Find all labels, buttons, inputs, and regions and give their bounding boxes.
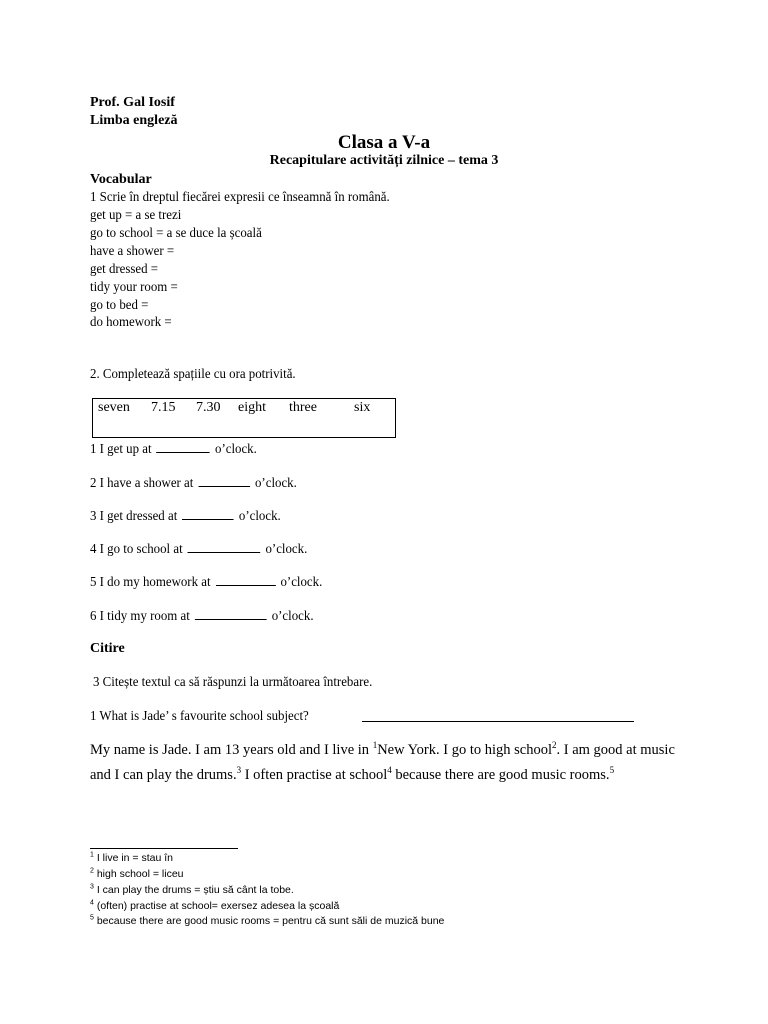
hour-option: 7.30: [196, 400, 221, 415]
sentence-text: 6 I tidy my room at: [90, 609, 190, 624]
sentence-text: 3 I get dressed at: [90, 509, 178, 524]
vocab-item: go to school = a se duce la școală: [90, 226, 262, 241]
reading-text: [90, 738, 690, 788]
footnote-text: (often) practise at school= exersez adesea la școală: [93, 900, 340, 912]
footnote-ref[interactable]: 5: [609, 765, 615, 776]
reading-heading: Citire: [90, 641, 125, 656]
hour-option: seven: [98, 400, 130, 415]
author-name: Prof. Gal Iosif: [90, 95, 175, 110]
sentence-text: 2 I have a shower at: [90, 476, 194, 491]
footnote: [90, 900, 339, 913]
footnote-mark: 4: [90, 899, 94, 907]
footnote: [90, 852, 173, 865]
reading-text-part: . I am good at music and I can play the drums.: [90, 742, 675, 783]
sentence-text: o’clock.: [254, 476, 297, 491]
sentence-6: [90, 607, 314, 625]
sentence-2: [90, 474, 297, 492]
footnote: [90, 868, 184, 881]
sentence-1: [90, 440, 257, 458]
footnote: [90, 915, 444, 928]
footnote-mark: 3: [90, 883, 94, 891]
sentence-4: [90, 540, 307, 558]
answer-blank[interactable]: [198, 474, 250, 487]
hour-option: six: [354, 400, 371, 415]
footnote-ref[interactable]: 4: [387, 765, 392, 776]
footnote-separator: [90, 848, 238, 849]
footnote-text: I can play the drums = știu să cânt la tobe.: [93, 884, 294, 896]
reading-question: 1 What is Jade’ s favourite school subject?: [90, 709, 309, 724]
reading-instruction: 3 Citește textul ca să răspunzi la următoarea întrebare.: [93, 675, 373, 690]
sentence-text: o’clock.: [215, 442, 257, 457]
vocab-instruction: 1 Scrie în dreptul fiecărei expresii ce înseamnă în română.: [90, 190, 390, 205]
hour-option: three: [289, 400, 317, 415]
vocab-item: get up = a se trezi: [90, 208, 182, 223]
hour-option: eight: [238, 400, 266, 415]
class-title: Clasa a V-a: [337, 132, 431, 153]
footnote: [90, 884, 294, 897]
exercise2-instruction: 2. Completează spațiile cu ora potrivită.: [90, 367, 296, 382]
worksheet-subtitle: Recapitulare activități zilnice – tema 3: [269, 153, 499, 168]
hours-word-box: [92, 398, 396, 438]
footnote-ref[interactable]: 3: [236, 765, 242, 776]
footnote-mark: 5: [90, 914, 94, 922]
vocab-heading: Vocabular: [90, 172, 152, 187]
answer-blank[interactable]: [216, 573, 276, 586]
vocab-item: get dressed =: [90, 262, 159, 277]
reading-text-part: I often practise at school: [241, 767, 388, 783]
vocab-item: tidy your room =: [90, 280, 178, 295]
hour-option: 7.15: [151, 400, 176, 415]
reading-text-part: My name is Jade. I am 13 years old and I live in: [90, 742, 373, 758]
reading-text-part: New York. I go to high school: [377, 742, 552, 758]
reading-text-part: because there are good music rooms.: [391, 767, 610, 783]
answer-blank[interactable]: [182, 507, 234, 520]
sentence-text: o’clock.: [280, 575, 323, 590]
footnote-mark: 2: [90, 867, 94, 875]
footnote-text: high school = liceu: [93, 868, 184, 880]
sentence-text: 5 I do my homework at: [90, 575, 211, 590]
footnote-ref[interactable]: 1: [372, 740, 378, 751]
sentence-text: o’clock.: [271, 609, 314, 624]
sentence-5: [90, 573, 322, 591]
sentence-3: [90, 507, 281, 525]
footnote-text: I live in = stau în: [93, 852, 173, 864]
answer-blank[interactable]: [157, 440, 210, 453]
vocab-item: go to bed =: [90, 298, 149, 313]
sentence-text: o’clock.: [238, 509, 281, 524]
answer-blank[interactable]: [188, 540, 261, 553]
footnote-mark: 1: [90, 851, 94, 859]
answer-blank[interactable]: [195, 607, 267, 620]
sentence-text: o’clock.: [265, 542, 308, 557]
sentence-text: 1 I get up at: [90, 442, 152, 457]
question-answer-line[interactable]: [362, 721, 634, 722]
subject-name: Limba engleză: [90, 113, 178, 128]
sentence-text: 4 I go to school at: [90, 542, 183, 557]
vocab-item: do homework =: [90, 315, 172, 330]
footnote-ref[interactable]: 2: [552, 740, 557, 751]
vocab-item: have a shower =: [90, 244, 175, 259]
footnote-text: because there are good music rooms = pentru că sunt săli de muzică bune: [93, 915, 445, 927]
